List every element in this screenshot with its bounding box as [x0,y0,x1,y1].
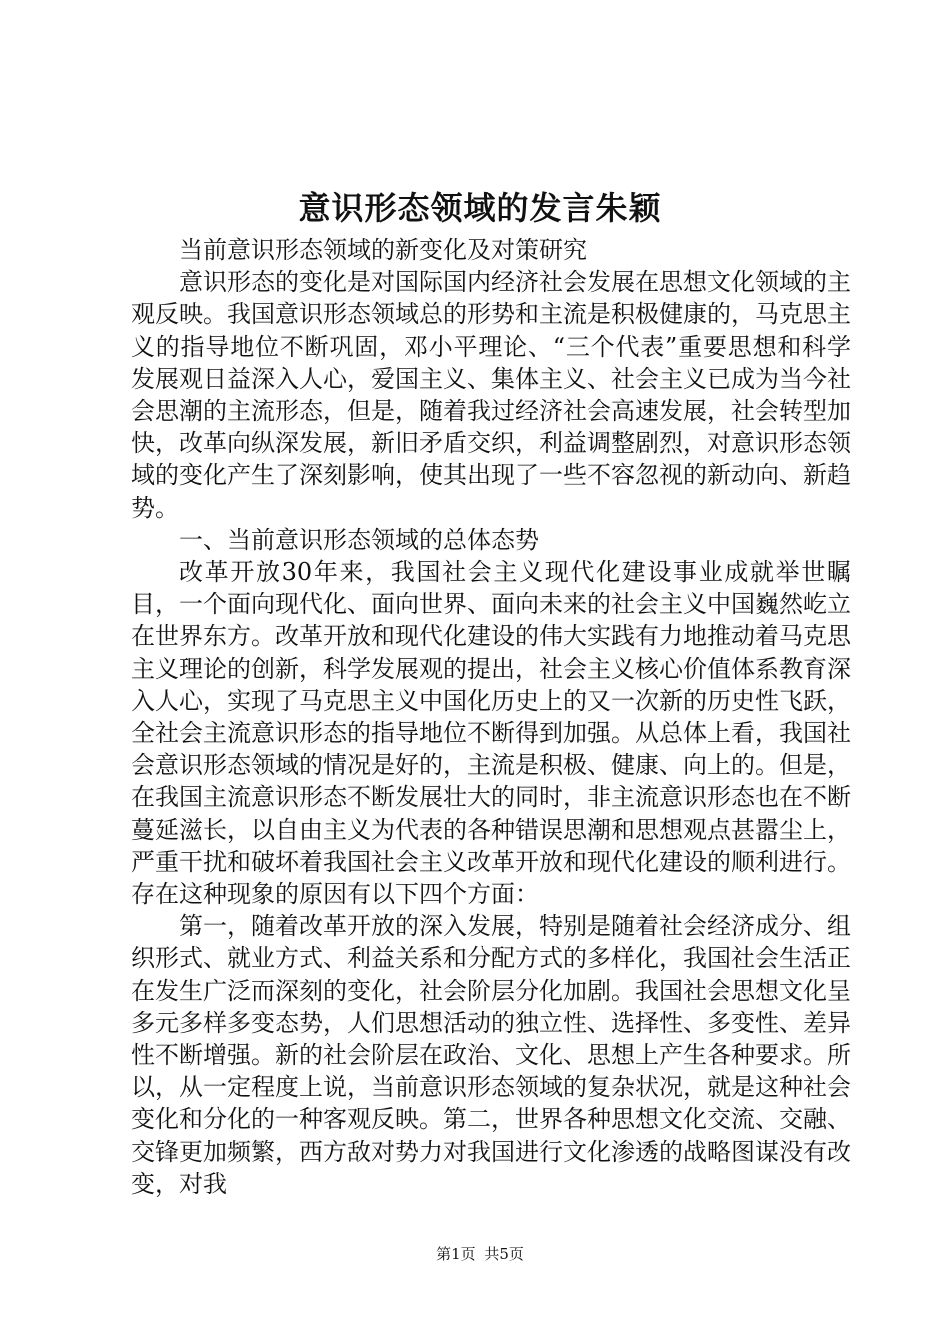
paragraph-intro: 意识形态的变化是对国际国内经济社会发展在思想文化领域的主观反映。我国意识形态领域总的形势和主流是积极健康的，马克思主义的指导地位不断巩固，邓小平理论、“三个代表”重要思想和科学发展观日益深入人心，爱国主义、集体主义、社会主义已成为当今社会思潮的主流形态，但是，随着我过经济社会高速发展，社会转型加快，改革向纵深发展，新旧矛盾交织，利益调整剧烈，对意识形态领域的变化产生了深刻影响，使其出现了一些不容忽视的新动向、新趋势。 [131,268,851,522]
paragraph-subtitle: 当前意识形态领域的新变化及对策研究 [179,236,587,264]
paragraph-reasons: 第一，随着改革开放的深入发展，特别是随着社会经济成分、组织形式、就业方式、利益关系和分配方式的多样化，我国社会生活正在发生广泛而深刻的变化，社会阶层分化加剧。我国社会思想文化呈多元多样多变态势，人们思想活动的独立性、选择性、多变性、差异性不断增强。新的社会阶层在政治、文化、思想上产生各种要求。所以，从一定程度上说，当前意识形态领域的复杂状况，就是这种社会变化和分化的一种客观反映。第二，世界各种思想文化交流、交融、交锋更加频繁，西方敌对势力对我国进行文化渗透的战略图谋没有改变，对我 [131,912,851,1198]
section-heading: 一、当前意识形态领域的总体态势 [179,525,539,554]
document-title: 意识形态领域的发言朱颖 [298,189,662,227]
page-number: 第1页 [436,1245,476,1263]
paragraph-overview: 改革开放30年来，我国社会主义现代化建设事业成就举世瞩目，一个面向现代化、面向世界、面向未来的社会主义中国巍然屹立在世界东方。改革开放和现代化建设的伟大实践有力地推动着马克思主义理论的创新，科学发展观的提出，社会主义核心价值体系教育深入人心，实现了马克思主义中国化历史上的又一次新的历史性飞跃，全社会主流意识形态的指导地位不断得到加强。从总体上看，我国社会意识形态领域的情况是好的，主流是积极、健康、向上的。但是，在我国主流意识形态不断发展壮大的同时，非主流意识形态也在不断蔓延滋长，以自由主义为代表的各种错误思潮和思想观点甚嚣尘上，严重干扰和破坏着我国社会主义改革开放和现代化建设的顺利进行。存在这种现象的原因有以下四个方面： [131,558,851,909]
page-footer [0,1243,950,1265]
document-body [131,234,851,1200]
page-total: 共5页 [484,1245,524,1263]
